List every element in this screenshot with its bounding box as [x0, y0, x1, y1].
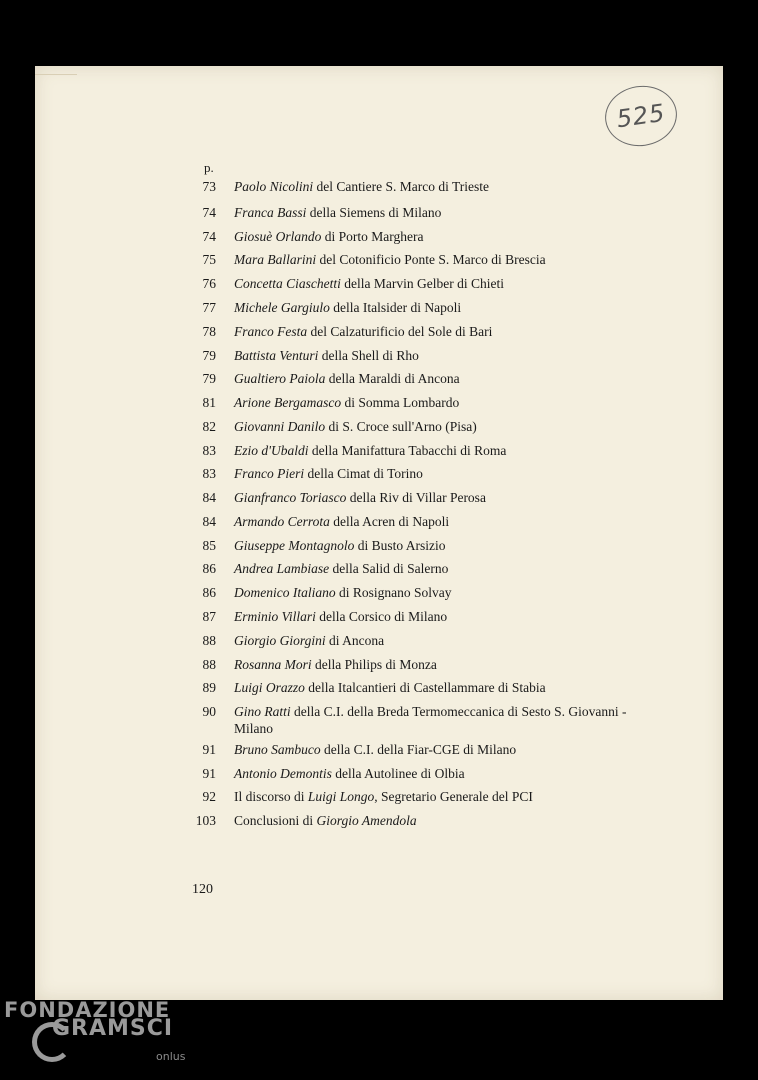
toc-entry-affiliation: della Cimat di Torino: [304, 466, 423, 481]
toc-entry-affiliation: della Marvin Gelber di Chieti: [340, 276, 504, 291]
toc-entry-speaker: Armando Cerrota: [234, 514, 330, 529]
toc-entry-speaker: Giosuè Orlando: [234, 229, 322, 244]
toc-entry-text: [234, 323, 492, 340]
watermark-line-1: FONDAZIONE: [4, 998, 171, 1022]
toc-entry-speaker: Rosanna Mori: [234, 657, 312, 672]
toc-entry-page: 74: [202, 205, 216, 220]
toc-entry-page: 84: [202, 490, 216, 505]
toc-entry-affiliation: della Salid di Salerno: [329, 561, 449, 576]
toc-entry-speaker: Mara Ballarini: [234, 252, 317, 267]
toc-entry-text: [234, 537, 446, 554]
toc-entry-affiliation: del Calzaturificio del Sole di Bari: [307, 324, 493, 339]
toc-entry-affiliation: della Philips di Monza: [311, 657, 437, 672]
toc-entry-page: 89: [202, 680, 216, 695]
toc-entry-text: [234, 489, 486, 506]
toc-entry-affiliation: , Segretario Generale del PCI: [374, 789, 533, 804]
toc-entry-text: [234, 765, 465, 782]
toc-entry-speaker: Michele Gargiulo: [234, 300, 330, 315]
toc-entry-text: [234, 632, 384, 649]
toc-entry-page: 103: [195, 813, 216, 828]
toc-entry-speaker: Bruno Sambuco: [234, 742, 321, 757]
toc-entry-speaker: Franca Bassi: [234, 205, 307, 220]
toc-entry-text: [234, 204, 441, 221]
toc-entry-affiliation: della Italsider di Napoli: [329, 300, 462, 315]
toc-entry-affiliation: della Riv di Villar Perosa: [346, 490, 486, 505]
toc-entry-text: [234, 812, 417, 829]
toc-entry-page: 76: [202, 276, 216, 291]
toc-entry-speaker: Giovanni Danilo: [234, 419, 326, 434]
toc-entry-speaker: Giuseppe Montagnolo: [234, 538, 355, 553]
toc-entry-page: 88: [202, 633, 216, 648]
page-fold-edge: [35, 66, 77, 75]
page-column-marker: p.: [204, 160, 214, 175]
toc-entry-speaker: Domenico Italiano: [234, 585, 336, 600]
toc-entry-affiliation: di Somma Lombardo: [341, 395, 460, 410]
toc-entry-page: 86: [202, 585, 216, 600]
toc-entry-text: [234, 679, 546, 696]
toc-entry-speaker: Andrea Lambiase: [234, 561, 330, 576]
toc-entry-text: [234, 251, 546, 268]
toc-entry-page: 74: [202, 229, 216, 244]
toc-entry-affiliation: della C.I. della Fiar-CGE di Milano: [320, 742, 517, 757]
toc-entry-text: [234, 442, 506, 459]
toc-entry-page: 79: [202, 371, 216, 386]
toc-entry-affiliation: della Manifattura Tabacchi di Roma: [308, 443, 507, 458]
fondazione-gramsci-watermark: [4, 998, 204, 1078]
toc-entry-affiliation: di Busto Arsizio: [354, 538, 446, 553]
toc-entry-text: [234, 465, 423, 482]
toc-entry-speaker: Luigi Orazzo: [234, 680, 305, 695]
toc-entry-speaker: Gualtiero Paiola: [234, 371, 326, 386]
toc-entry-page: 82: [202, 419, 216, 434]
toc-entry-affiliation: della Maraldi di Ancona: [325, 371, 460, 386]
toc-entry-speaker: Arione Bergamasco: [234, 395, 342, 410]
toc-entry-speaker: Luigi Longo: [307, 789, 375, 804]
toc-entry-speaker: Giorgio Giorgini: [234, 633, 326, 648]
toc-entry-text: [234, 370, 460, 387]
toc-entry-page: 73: [202, 179, 216, 194]
toc-entry-speaker: Gianfranco Toriasco: [234, 490, 347, 505]
toc-entry-page: 90: [202, 704, 216, 719]
toc-entry-text: [234, 608, 447, 625]
toc-entry-page: 86: [202, 561, 216, 576]
toc-entry-text: [234, 394, 459, 411]
toc-entry-speaker: Concetta Ciaschetti: [234, 276, 341, 291]
toc-entry-affiliation: di S. Croce sull'Arno (Pisa): [325, 419, 477, 434]
toc-entry-text: [234, 347, 419, 364]
toc-entry-page: 79: [202, 348, 216, 363]
toc-entry-affiliation: della Siemens di Milano: [306, 205, 442, 220]
toc-entry-text: [234, 584, 452, 601]
toc-entry-text: [234, 299, 461, 316]
toc-entry-speaker: Franco Festa: [234, 324, 308, 339]
toc-entry-affiliation: di Porto Marghera: [321, 229, 424, 244]
toc-entry-affiliation: di Rosignano Solvay: [335, 585, 452, 600]
toc-entry-speaker: Battista Venturi: [234, 348, 319, 363]
toc-entry-speaker: Ezio d'Ubaldi: [234, 443, 309, 458]
toc-entry-page: 92: [202, 789, 216, 804]
toc-entry-text: [234, 788, 533, 805]
toc-entry-speaker: Erminio Villari: [234, 609, 316, 624]
toc-entry-affiliation: della Autolinee di Olbia: [331, 766, 465, 781]
toc-entry-text: [234, 560, 448, 577]
toc-entry-continuation: Milano: [234, 721, 273, 736]
toc-entry-page: 91: [202, 742, 216, 757]
toc-entry-page: 84: [202, 514, 216, 529]
toc-entry-affiliation: di Ancona: [325, 633, 385, 648]
toc-entry-text: [234, 178, 489, 195]
toc-entry-page: 83: [202, 443, 216, 458]
watermark-line-2: GRAMSCI: [52, 1016, 174, 1041]
toc-entry-text: [234, 513, 449, 530]
toc-entry-page: 75: [202, 252, 216, 267]
toc-entry-text: [234, 228, 423, 245]
toc-entry-affiliation: della Italcantieri di Castellammare di Stabia: [304, 680, 546, 695]
toc-entry-affiliation: della C.I. della Breda Termomeccanica di Sesto S. Giovanni -: [290, 704, 627, 719]
toc-entry-affiliation: del Cotonificio Ponte S. Marco di Brescia: [316, 252, 546, 267]
toc-entry-page: 78: [202, 324, 216, 339]
toc-entry-speaker: Paolo Nicolini: [234, 179, 314, 194]
toc-entry-page: 81: [202, 395, 216, 410]
toc-entry-affiliation: della Shell di Rho: [318, 348, 419, 363]
toc-entry-text: [234, 418, 477, 435]
toc-entry-affiliation: della Corsico di Milano: [315, 609, 448, 624]
toc-entry-affiliation: della Acren di Napoli: [329, 514, 450, 529]
toc-entry-text: [234, 703, 626, 720]
page-number: 120: [192, 882, 213, 897]
toc-entry-text: [234, 275, 504, 292]
toc-entry-page: 77: [202, 300, 216, 315]
toc-entry-page: 87: [202, 609, 216, 624]
toc-entry-text: [234, 656, 437, 673]
handwritten-page-annotation: 525: [601, 81, 681, 150]
toc-entry-prefix: Il discorso di: [234, 789, 308, 804]
watermark-line-3: onlus: [156, 1050, 186, 1063]
toc-entry-affiliation: del Cantiere S. Marco di Trieste: [313, 179, 489, 194]
toc-entry-page: 88: [202, 657, 216, 672]
toc-entry-page: 91: [202, 766, 216, 781]
toc-entry-page: 83: [202, 466, 216, 481]
toc-entry-speaker: Gino Ratti: [234, 704, 291, 719]
toc-entry-prefix: Conclusioni di: [234, 813, 317, 828]
toc-entry-speaker: Franco Pieri: [234, 466, 305, 481]
toc-entry-page: 85: [202, 538, 216, 553]
toc-entry-speaker: Antonio Demontis: [234, 766, 332, 781]
toc-entry-text: [234, 741, 516, 758]
toc-entry-speaker: Giorgio Amendola: [316, 813, 417, 828]
